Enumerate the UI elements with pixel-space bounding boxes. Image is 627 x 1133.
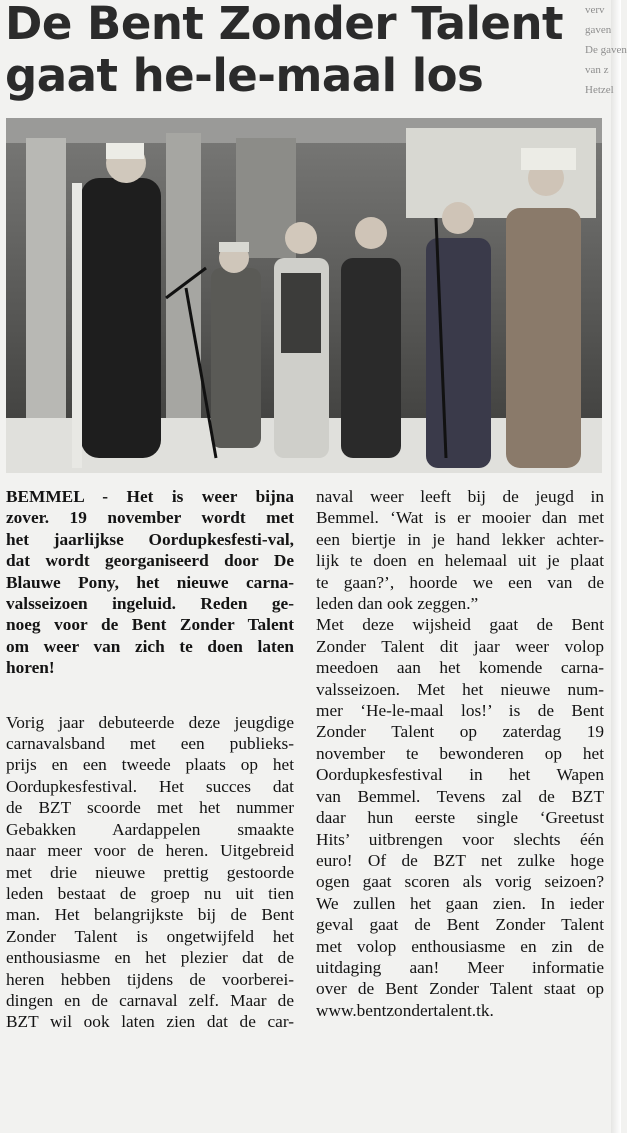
body-line: Hits’ uitbrengen voor slechts één xyxy=(316,829,604,849)
lead-line: het jaarlijkse Oordupkesfesti-val, xyxy=(6,529,294,549)
body-line: met volop enthousiasme en zin de xyxy=(316,936,604,956)
body-line: te gaan?’, hoorde we een van de xyxy=(316,572,604,592)
body-line: Oordupkesfestival in het Wapen xyxy=(316,765,604,785)
lead-line: Blauwe Pony, het nieuwe carna- xyxy=(6,572,294,592)
body-line: enthousiasme en het plezier dat de xyxy=(6,948,294,968)
column-right xyxy=(316,486,604,1021)
body-line: Met deze wijsheid gaat de Bent xyxy=(316,615,604,635)
body-line: naar meer voor de heren. Uitgebreid xyxy=(6,841,294,861)
body-line: We zullen het gaan zien. In ieder xyxy=(316,893,604,913)
body-line: Vorig jaar debuteerde deze jeugdige xyxy=(6,712,294,732)
article-photo xyxy=(6,118,602,473)
bleed-line: gaven xyxy=(585,24,612,36)
body-line: met drie nieuwe prettig gestoorde xyxy=(6,862,294,882)
body-line: naval weer leeft bij de jeugd in xyxy=(316,487,604,506)
lead-line: om weer van zich te doen laten xyxy=(6,636,294,656)
body-line: www.bentzondertalent.tk. xyxy=(316,1000,494,1020)
bleed-line: Hetzel xyxy=(585,84,614,96)
body-line: Zonder Talent op zaterdag 19 xyxy=(316,722,604,742)
body-line: november te bewonderen op het xyxy=(316,743,604,763)
lead-line: noeg voor de Bent Zonder Talent xyxy=(6,615,294,635)
headline-line-2: gaat he-le-maal los xyxy=(5,49,484,102)
headline xyxy=(5,0,585,102)
body-line: man. Het belangrijkste bij de Bent xyxy=(6,905,294,925)
body-line: van Bemmel. Tevens zal de BZT xyxy=(316,786,604,806)
body-line: meedoen aan het komende carna- xyxy=(316,658,604,678)
body-line: leden dan ook zeggen.” xyxy=(316,594,479,614)
body-line: lijk te doen en helemaal uit je plaat xyxy=(316,551,604,571)
body-line: Bemmel. ‘Wat is er mooier dan met xyxy=(316,508,604,528)
lead-line: BEMMEL - Het is weer bijna xyxy=(6,487,294,506)
lead-line: horen! xyxy=(6,658,55,678)
body-line: over de Bent Zonder Talent staat op xyxy=(316,979,604,999)
body-line: uitdaging aan! Meer informatie xyxy=(316,957,604,977)
paper-edge xyxy=(611,0,621,1133)
lead-paragraph xyxy=(6,486,294,679)
bleed-line: van z xyxy=(585,64,609,76)
bleed-line: De gaven xyxy=(585,44,627,56)
body-line: Zonder Talent dit jaar weer volop xyxy=(316,636,604,656)
body-line: heren hebben tijdens de voorberei- xyxy=(6,969,294,989)
body-line: Zonder Talent is ongetwijfeld het xyxy=(6,926,294,946)
body-line: dingen en de carnaval zelf. Maar de xyxy=(6,990,294,1010)
body-line: mer ‘He-le-maal los!’ is de Bent xyxy=(316,701,604,721)
body-line: Gebakken Aardappelen smaakte xyxy=(6,819,294,839)
body-line: BZT wil ook laten zien dat de car- xyxy=(6,1012,294,1032)
body-line: valsseizoen. Met het nieuwe num- xyxy=(316,679,604,699)
body-paragraph-left xyxy=(6,712,294,1033)
body-line: carnavalsband met een publieks- xyxy=(6,734,294,754)
body-line: leden bestaat de groep nu uit tien xyxy=(6,883,294,903)
bleed-through-text xyxy=(585,0,627,110)
body-line: Oordupkesfestival. Het succes dat xyxy=(6,776,294,796)
lead-line: valsseizoen ingeluid. Reden ge- xyxy=(6,594,294,614)
column-left xyxy=(6,486,294,1033)
lead-line: zover. 19 november wordt met xyxy=(6,508,294,528)
headline-line-1: De Bent Zonder Talent xyxy=(5,0,563,50)
body-line: daar hun eerste single ‘Greetust xyxy=(316,808,604,828)
lead-line: dat wordt georganiseerd door De xyxy=(6,551,294,571)
stage-photo-illustration xyxy=(6,118,602,473)
body-line: een biertje in je hand lekker achter- xyxy=(316,529,604,549)
body-line: geval gaat de Bent Zonder Talent xyxy=(316,915,604,935)
body-line: de BZT scoorde met het nummer xyxy=(6,798,294,818)
body-line: euro! Of de BZT net zulke hoge xyxy=(316,850,604,870)
bleed-line: verv xyxy=(585,4,605,16)
body-line: prijs en een tweede plaats op het xyxy=(6,755,294,775)
body-line: ogen gaat scoren als vorig seizoen? xyxy=(316,872,604,892)
